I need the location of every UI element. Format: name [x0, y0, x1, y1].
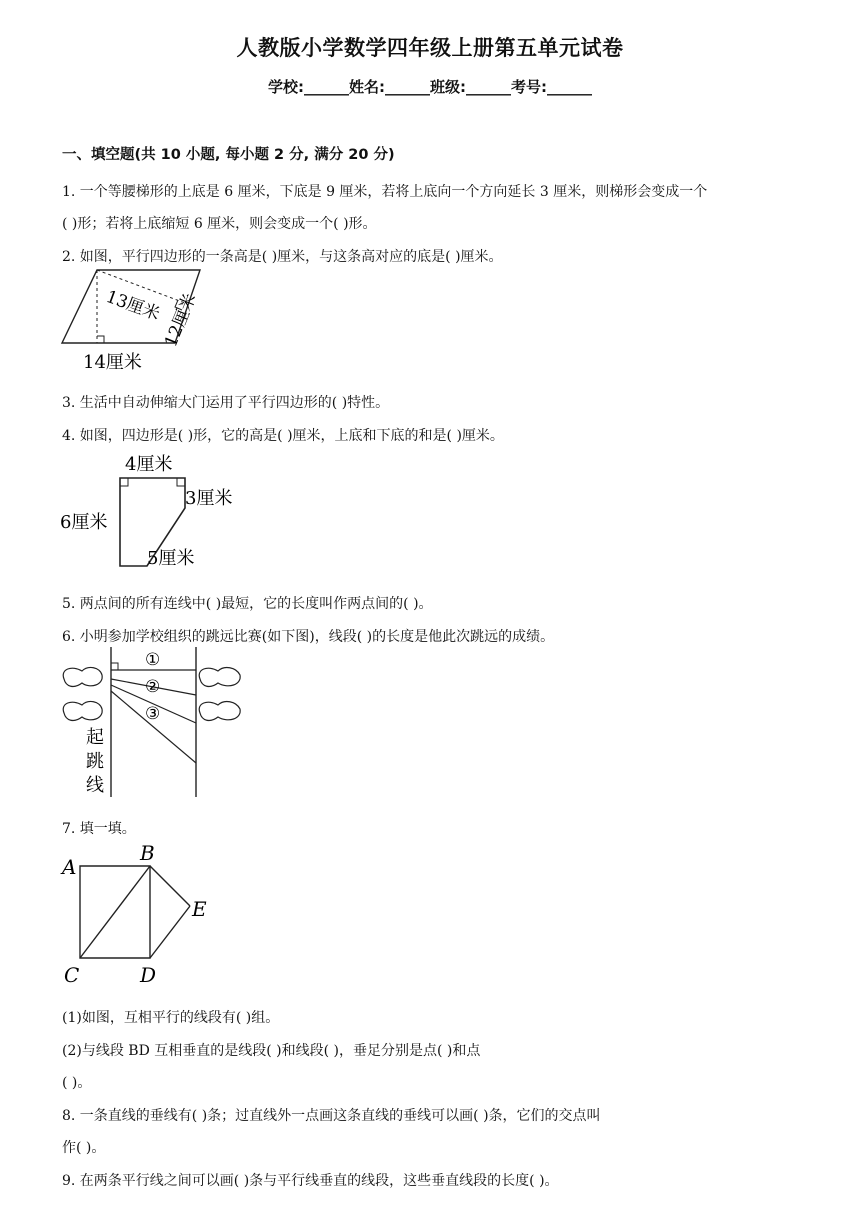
mark-3: ③: [145, 704, 161, 724]
right-angle-mark-bottom: [97, 336, 104, 343]
point-c-label: C: [64, 963, 80, 987]
point-b-label: B: [140, 841, 155, 865]
start-line-char-1: 起: [86, 727, 104, 748]
question-9: 9. 在两条平行线之间可以画( )条与平行线垂直的线段，这些垂直线段的长度( )。: [62, 1173, 559, 1189]
question-7-part-2-line-2: ( )。: [62, 1075, 92, 1091]
question-7-part-2-line-1: (2)与线段 BD 互相垂直的是线段( )和线段( )，垂足分别是点( )和点: [62, 1043, 481, 1059]
question-6: 6. 小明参加学校组织的跳远比赛(如下图)，线段( )的长度是他此次跳远的成绩。: [62, 629, 555, 645]
segment-cb: [80, 866, 150, 958]
question-8-line-2: 作( )。: [62, 1140, 106, 1156]
slant-line: [111, 691, 196, 763]
right-angle-mark-left: [120, 478, 128, 486]
footprint-left-bottom: [63, 702, 102, 721]
parallelogram-figure: [55, 263, 225, 375]
question-1-line-2: ( )形；若将上底缩短 6 厘米，则会变成一个( )形。: [62, 216, 377, 232]
footprint-right-bottom: [199, 702, 240, 721]
label-5cm: 5厘米: [147, 548, 195, 569]
student-info-line: 学校:______姓名:______班级:______考号:______: [268, 78, 592, 96]
question-2: 2. 如图，平行四边形的一条高是( )厘米，与这条高对应的底是( )厘米。: [62, 249, 503, 265]
point-a-label: A: [62, 855, 77, 879]
question-4: 4. 如图，四边形是( )形，它的高是( )厘米，上底和下底的和是( )厘米。: [62, 428, 504, 444]
trapezoid-figure: [55, 448, 255, 574]
label-3cm: 3厘米: [185, 488, 233, 509]
segment-ed: [150, 906, 190, 958]
question-1-line-1: 1. 一个等腰梯形的上底是 6 厘米，下底是 9 厘米，若将上底向一个方向延长 3 厘米，则梯形会变成一个: [62, 184, 708, 200]
start-line-char-3: 线: [86, 775, 104, 796]
footprint-left-top: [63, 668, 102, 687]
geometry-figure: [58, 840, 218, 990]
segment-be: [150, 866, 190, 906]
label-12cm: 12厘米: [161, 290, 201, 350]
footprint-right-top: [199, 668, 240, 687]
question-7: 7. 填一填。: [62, 821, 136, 837]
long-jump-figure: [58, 645, 253, 800]
right-angle-mark: [111, 663, 118, 670]
question-8-line-1: 8. 一条直线的垂线有( )条；过直线外一点画这条直线的垂线可以画( )条，它们的交点叫: [62, 1108, 601, 1124]
question-3: 3. 生活中自动伸缩大门运用了平行四边形的( )特性。: [62, 395, 390, 411]
label-6cm: 6厘米: [60, 512, 108, 533]
page-title: 人教版小学数学四年级上册第五单元试卷: [236, 36, 624, 60]
label-13cm: 13厘米: [103, 286, 163, 325]
point-e-label: E: [192, 897, 207, 921]
start-line-char-2: 跳: [86, 751, 104, 772]
label-4cm: 4厘米: [125, 454, 173, 475]
point-d-label: D: [140, 963, 157, 987]
label-14cm: 14厘米: [83, 352, 142, 373]
question-7-part-1: (1)如图，互相平行的线段有( )组。: [62, 1010, 280, 1026]
right-angle-mark-right: [177, 478, 185, 486]
mark-2: ②: [145, 677, 161, 697]
section-heading-fill-in: 一、填空题(共 10 小题, 每小题 2 分, 满分 20 分): [62, 147, 395, 163]
mark-1: ①: [145, 650, 161, 670]
question-5: 5. 两点间的所有连线中( )最短，它的长度叫作两点间的( )。: [62, 596, 433, 612]
